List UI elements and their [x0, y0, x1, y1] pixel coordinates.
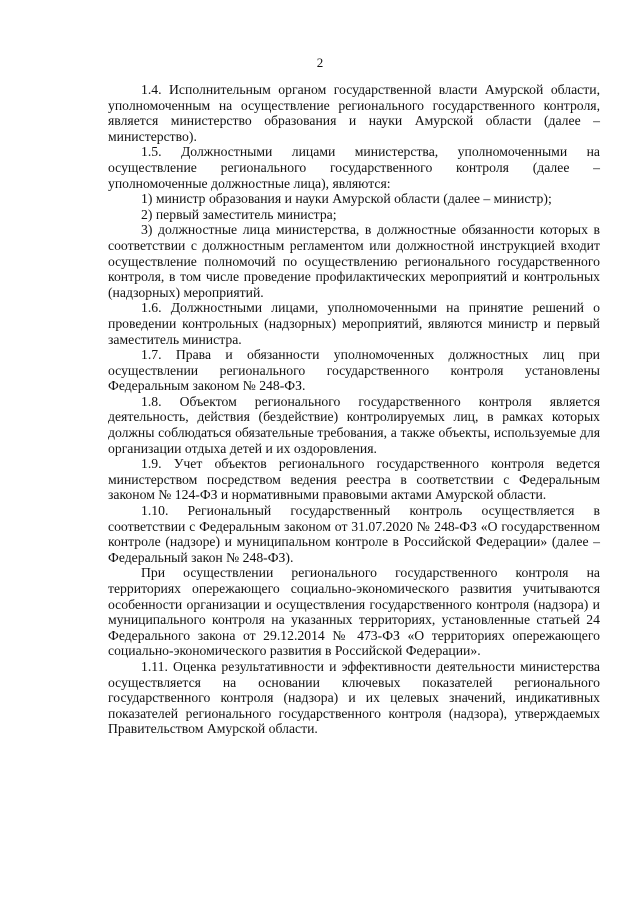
- paragraph-territories: При осуществлении регионального государственного контроля на территориях опережающего социально-экономического развития учитываются особенности организации и осуществления государственного контроля (надзора) и муниципального контроля на указанных территориях, установленные статьей 24 Федерального закона от 29.12.2014 № 473-ФЗ «О территориях опережающего социально-экономического развития в Российской Федерации».: [108, 565, 600, 659]
- list-item-officials: 3) должностные лица министерства, в должностные обязанности которых в соответствии с должностным регламентом или должностной инструкцией входит осуществление полномочий по осуществлению регионального государственного контроля, в том числе проведение профилактических мероприятий и контрольных (надзорных) мероприятий.: [108, 222, 600, 300]
- paragraph-1-11: 1.11. Оценка результативности и эффективности деятельности министерства осуществляется на основании ключевых показателей регионального государственного контроля (надзора) и их целевых значений, индикативных показателей регионального государственного контроля (надзора), утверждаемых Правительством Амурской области.: [108, 658, 600, 737]
- page-number: 2: [316, 55, 324, 70]
- paragraph-1-4: 1.4. Исполнительным органом государственной власти Амурской области, уполномоченным на осуществление регионального государственного контроля, является министерство образования и науки Амурской области (далее – министерство).: [108, 82, 600, 144]
- document-body: [108, 82, 600, 737]
- paragraph-1-7: 1.7. Права и обязанности уполномоченных должностных лиц при осуществлении регионального государственного контроля установлены Федеральным законом № 248-ФЗ.: [108, 347, 600, 394]
- list-item-minister: 1) министр образования и науки Амурской области (далее – министр);: [141, 191, 552, 207]
- paragraph-1-8: 1.8. Объектом регионального государственного контроля является деятельность, действия (бездействие) контролируемых лиц, в рамках которых должны соблюдаться обязательные требования, а также объекты, используемые для организации отдыха детей и их оздоровления.: [108, 393, 600, 456]
- list-item-first-deputy: 2) первый заместитель министра;: [141, 206, 337, 222]
- paragraph-1-6: 1.6. Должностными лицами, уполномоченными на принятие решений о проведении контрольных (надзорных) мероприятий, являются министр и первый заместитель министра.: [108, 300, 600, 347]
- paragraph-1-5: 1.5. Должностными лицами министерства, уполномоченными на осуществление регионального государственного контроля (далее – уполномоченные должностные лица), являются:: [108, 144, 600, 191]
- paragraph-1-10: 1.10. Региональный государственный контроль осуществляется в соответствии с Федеральным законом от 31.07.2020 № 248-ФЗ «О государственном контроле (надзоре) и муниципальном контроле в Российской Федерации» (далее – Федеральный закон № 248-ФЗ).: [108, 503, 600, 565]
- paragraph-1-9: 1.9. Учет объектов регионального государственного контроля ведется министерством посредством ведения реестра в соответствии с Федеральным законом № 124-ФЗ и нормативными правовыми актами Амурской области.: [108, 456, 600, 503]
